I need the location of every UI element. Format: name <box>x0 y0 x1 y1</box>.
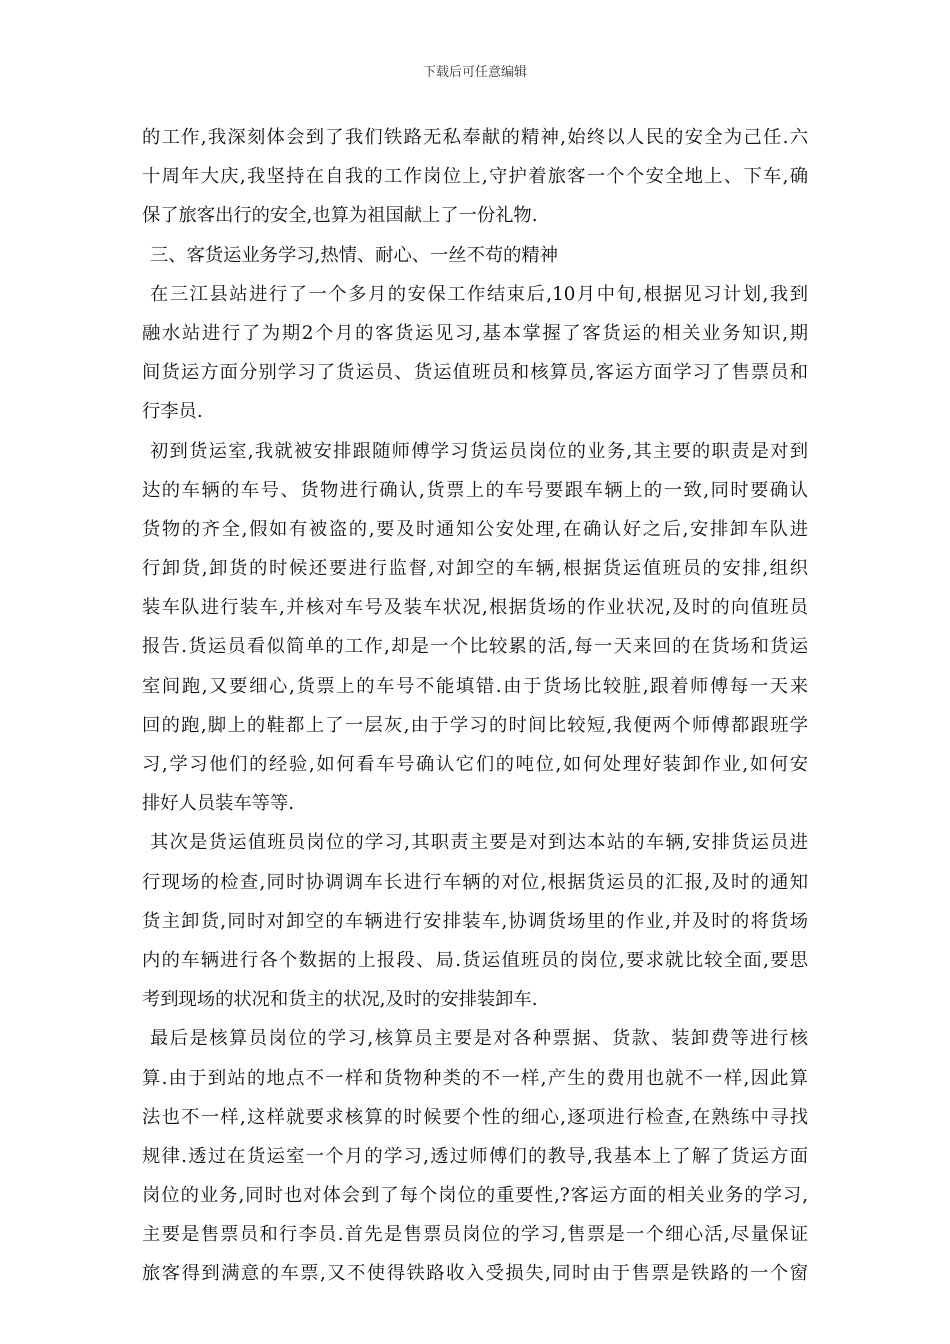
text-line: 岗位的业务,同时也对体会到了每个岗位的重要性,?客运方面的相关业务的学习, <box>142 1185 808 1207</box>
text-line: 其次是货运值班员岗位的学习,其职责主要是对到达本站的车辆,安排货运员进 <box>150 832 808 854</box>
text-line: 考到现场的状况和货主的状况,及时的安排装卸车. <box>142 989 538 1011</box>
text-line: 十周年大庆,我坚持在自我的工作岗位上,守护着旅客一个个安全地上、下车,确 <box>142 166 808 188</box>
text-line: 行卸货,卸货的时候还要进行监督,对卸空的车辆,根据货运值班员的安排,组织 <box>142 558 808 580</box>
page-header: 下载后可任意编辑 <box>422 65 527 80</box>
section-heading: 三、客货运业务学习,热情、耐心、一丝不苟的精神 <box>150 244 558 266</box>
text-line: 间货运方面分别学习了货运员、货运值班员和核算员,客运方面学习了售票员和 <box>142 362 808 384</box>
text-line: 室间跑,又要细心,货票上的车号不能填错.由于货场比较脏,跟着师傅每一天来 <box>142 675 808 697</box>
text-line: 规律.透过在货运室一个月的学习,透过师傅们的教导,我基本上了解了货运方面 <box>142 1145 808 1167</box>
text-line: 的工作,我深刻体会到了我们铁路无私奉献的精神,始终以人民的安全为己任.六 <box>142 127 808 148</box>
text-line: 在三江县站进行了一个多月的安保工作结束后,10月中旬,根据见习计划,我到 <box>150 283 808 305</box>
text-line: 初到货运室,我就被安排跟随师傅学习货运员岗位的业务,其主要的职责是对到 <box>150 440 808 462</box>
text-line: 达的车辆的车号、货物进行确认,货票上的车号要跟车辆上的一致,同时要确认 <box>142 479 808 501</box>
text-line: 法也不一样,这样就要求核算的时候要个性的细心,逐项进行检查,在熟练中寻找 <box>142 1106 808 1128</box>
document-body <box>142 118 808 1294</box>
text-line: 习,学习他们的经验,如何看车号确认它们的吨位,如何处理好装卸作业,如何安 <box>142 754 808 775</box>
text-line: 保了旅客出行的安全,也算为祖国献上了一份礼物. <box>142 205 538 227</box>
text-line: 行李员. <box>142 401 203 423</box>
text-line: 装车队进行装车,并核对车号及装车状况,根据货场的作业状况,及时的向值班员 <box>142 597 808 619</box>
text-line: 回的跑,脚上的鞋都上了一层灰,由于学习的时间比较短,我便两个师傅都跟班学 <box>142 714 808 736</box>
text-line: 货物的齐全,假如有被盗的,要及时通知公安处理,在确认好之后,安排卸车队进 <box>142 518 808 540</box>
text-line: 算.由于到站的地点不一样和货物种类的不一样,产生的费用也就不一样,因此算 <box>142 1067 808 1089</box>
text-line: 最后是核算员岗位的学习,核算员主要是对各种票据、货款、装卸费等进行核 <box>150 1028 808 1050</box>
text-line: 主要是售票员和行李员.首先是售票员岗位的学习,售票是一个细心活,尽量保证 <box>142 1224 808 1246</box>
text-line: 内的车辆进行各个数据的上报段、局.货运值班员的岗位,要求就比较全面,要思 <box>142 949 808 971</box>
text-line: 融水站进行了为期2个月的客货运见习,基本掌握了客货运的相关业务知识,期 <box>142 322 808 344</box>
text-line: 排好人员装车等等. <box>142 793 295 815</box>
text-line: 旅客得到满意的车票,又不使得铁路收入受损失,同时由于售票是铁路的一个窗 <box>142 1263 808 1285</box>
text-line: 报告.货运员看似简单的工作,却是一个比较累的活,每一天来回的在货场和货运 <box>142 636 808 658</box>
text-line: 行现场的检查,同时协调调车长进行车辆的对位,根据货运员的汇报,及时的通知 <box>142 871 808 893</box>
text-line: 货主卸货,同时对卸空的车辆进行安排装车,协调货场里的作业,并及时的将货场 <box>142 910 808 932</box>
